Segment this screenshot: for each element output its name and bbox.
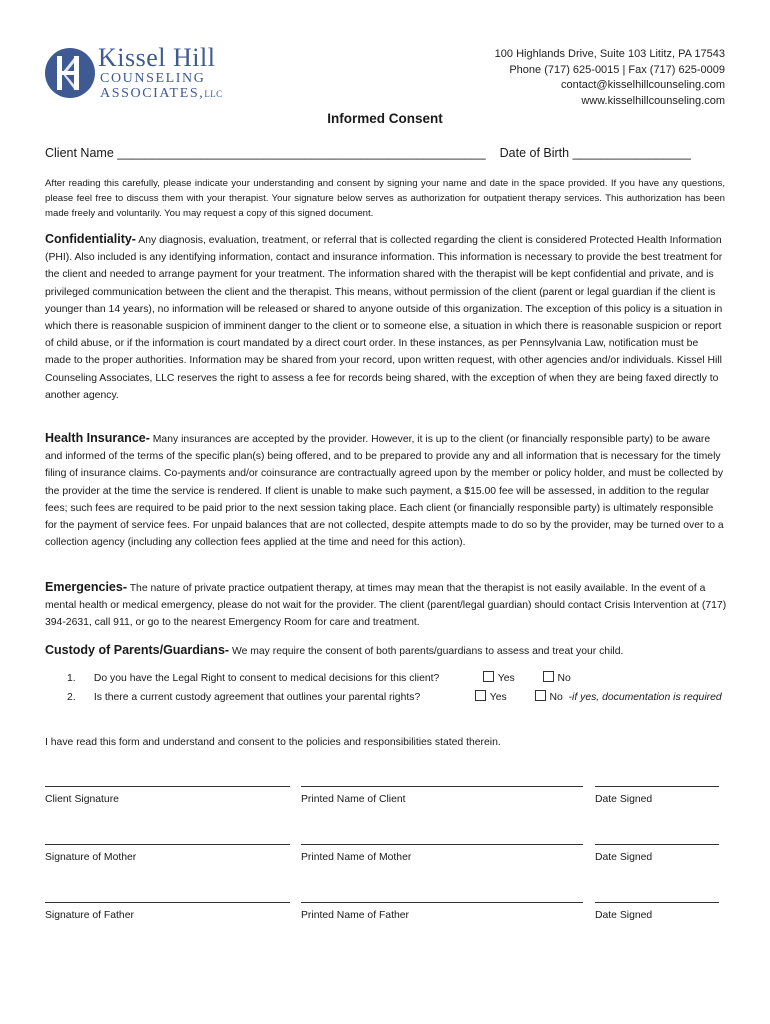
dob-label: Date of Birth bbox=[499, 146, 570, 160]
father-printed-label: Printed Name of Father bbox=[301, 910, 409, 921]
client-signature-line[interactable] bbox=[45, 786, 290, 787]
logo-line2: ASSOCIATES,LLC bbox=[100, 86, 223, 101]
mother-signature-label: Signature of Mother bbox=[45, 852, 137, 863]
custody-section bbox=[45, 642, 727, 660]
yes-checkbox[interactable] bbox=[483, 671, 494, 682]
no-label: No bbox=[557, 673, 571, 684]
mother-date-line[interactable] bbox=[595, 844, 719, 845]
mother-signature-line[interactable] bbox=[45, 844, 290, 845]
question-1 bbox=[45, 671, 571, 684]
client-date-line[interactable] bbox=[595, 786, 719, 787]
client-name-row bbox=[45, 146, 725, 160]
no-checkbox[interactable] bbox=[535, 690, 546, 701]
insurance-text: Many insurances are accepted by the provider. However, it is up to the client (or financially responsible party) to be aware and informed of the terms of the specific plan(s) being offered, and to be prepared to provide any and all information that is necessary for the timely filing of insurance claims. Co-payments and/or coinsurance are contractually agreed upon by the member or policy holder, and must be collected by the provider at the time the service is rendered. If client is unable to make such payment, a $15.00 fee will be assessed, in addition to the regular fees; such fees are required to be paid prior to the next session taking place. Each client (or financially responsible party) is ultimately responsible for the payment of service fees. For unpaid balances that are not collected, despite attempts made to do so by the provider, may be turned over to a collection agency (including any collection fees applied at the time and need for this action). bbox=[45, 434, 724, 549]
form-title: Informed Consent bbox=[327, 111, 443, 126]
website: www.kisselhillcounseling.com bbox=[581, 94, 725, 107]
intro-text: After reading this carefully, please indicate your understanding and consent by signing your name and date in the space provided. If you have any questions, please feel free to discuss them with your therapist. Your signature below serves as authorization for outpatient therapy services. This authorization has been made freely and voluntarily. You may request a copy of this signed document. bbox=[45, 178, 725, 220]
phone-fax: Phone (717) 625-0015 | Fax (717) 625-0009 bbox=[509, 63, 725, 76]
mother-printed-label: Printed Name of Mother bbox=[301, 852, 412, 863]
question-text: Do you have the Legal Right to consent to medical decisions for this client? bbox=[93, 673, 440, 684]
question-number: 1. bbox=[67, 673, 76, 684]
question-text: Is there a current custody agreement that outlines your parental rights? bbox=[93, 692, 421, 703]
client-printed-name-line[interactable] bbox=[301, 786, 583, 787]
mother-printed-name-line[interactable] bbox=[301, 844, 583, 845]
yes-checkbox[interactable] bbox=[475, 690, 486, 701]
emergencies-text: The nature of private practice outpatient therapy, at times may mean that the therapist is not easily available. In the event of a mental health or medical emergency, please do not wait for the provider. The client (parent/legal guardian) should contact Crisis Intervention at (717) 394-2631, call 911, or go to the nearest Emergency Room for care and treatment. bbox=[45, 583, 727, 629]
address: 100 Highlands Drive, Suite 103 Lititz, PA 17543 bbox=[494, 48, 725, 60]
dob-field[interactable]: _________________ bbox=[572, 146, 691, 160]
no-label: No bbox=[549, 692, 563, 703]
client-date-label: Date Signed bbox=[595, 794, 653, 805]
confidentiality-text: Any diagnosis, evaluation, treatment, or referral that is collected regarding the client is considered Protected Health Information (PHI). Also included is any identifying information, contact and insurance information. This information is necessary to provide the best treatment for the client and needed to arrange payment for your treatment. The information shared with the therapist will be kept confidential and private, and is privileged communication between the client and the therapist. This means, without permission of the client (parent or legal guardian if the client is younger than 14 years), no information will be released or shared to anyone outside of this organization. The exception of this policy is a situation in which there is reasonable suspicion of imminent danger to the client or to someone else, a situation in which there is reasonable suspicion or report of child abuse, or if the information is court mandated by a direct court order. In these instances, as per Pennsylvania Law, notification must be made to the proper authorities. Information may be shared from your record, upon written request, with other agencies and/or individuals. Kissel Hill Counseling Associates, LLC reserves the right to assess a fee for records being shared, with the exception of when they are being faxed directly to another agency. bbox=[45, 235, 723, 401]
confidentiality-section bbox=[45, 231, 727, 404]
no-checkbox[interactable] bbox=[543, 671, 554, 682]
yes-label: Yes bbox=[497, 673, 515, 684]
father-signature-label: Signature of Father bbox=[45, 910, 134, 921]
company-logo bbox=[44, 43, 223, 104]
documentation-note: -if yes, documentation is required bbox=[568, 692, 722, 703]
father-date-line[interactable] bbox=[595, 902, 719, 903]
client-signature-label: Client Signature bbox=[45, 794, 119, 805]
question-2 bbox=[45, 690, 722, 703]
emergencies-section bbox=[45, 579, 727, 632]
email: contact@kisselhillcounseling.com bbox=[560, 79, 725, 91]
logo-name: Kissel Hill bbox=[98, 43, 216, 72]
custody-text: We may require the consent of both parents/guardians to assess and treat your child. bbox=[231, 646, 624, 657]
mother-date-label: Date Signed bbox=[595, 852, 653, 863]
insurance-heading: Health Insurance- bbox=[45, 431, 150, 445]
emergencies-heading: Emergencies- bbox=[45, 580, 127, 594]
father-printed-name-line[interactable] bbox=[301, 902, 583, 903]
client-name-field[interactable]: _____________________________________________________ bbox=[117, 146, 486, 160]
question-number: 2. bbox=[67, 692, 76, 703]
custody-heading: Custody of Parents/Guardians- bbox=[45, 643, 230, 657]
contact-block bbox=[495, 47, 725, 109]
yes-label: Yes bbox=[489, 692, 507, 703]
acknowledgement: I have read this form and understand and consent to the policies and responsibilities stated therein. bbox=[45, 737, 501, 748]
father-date-label: Date Signed bbox=[595, 910, 653, 921]
client-printed-label: Printed Name of Client bbox=[301, 794, 406, 805]
client-name-label: Client Name bbox=[45, 146, 114, 160]
logo-line1: COUNSELING bbox=[100, 71, 206, 86]
insurance-section bbox=[45, 430, 727, 551]
kh-monogram-icon bbox=[44, 46, 96, 100]
father-signature-line[interactable] bbox=[45, 902, 290, 903]
confidentiality-heading: Confidentiality- bbox=[45, 232, 136, 246]
